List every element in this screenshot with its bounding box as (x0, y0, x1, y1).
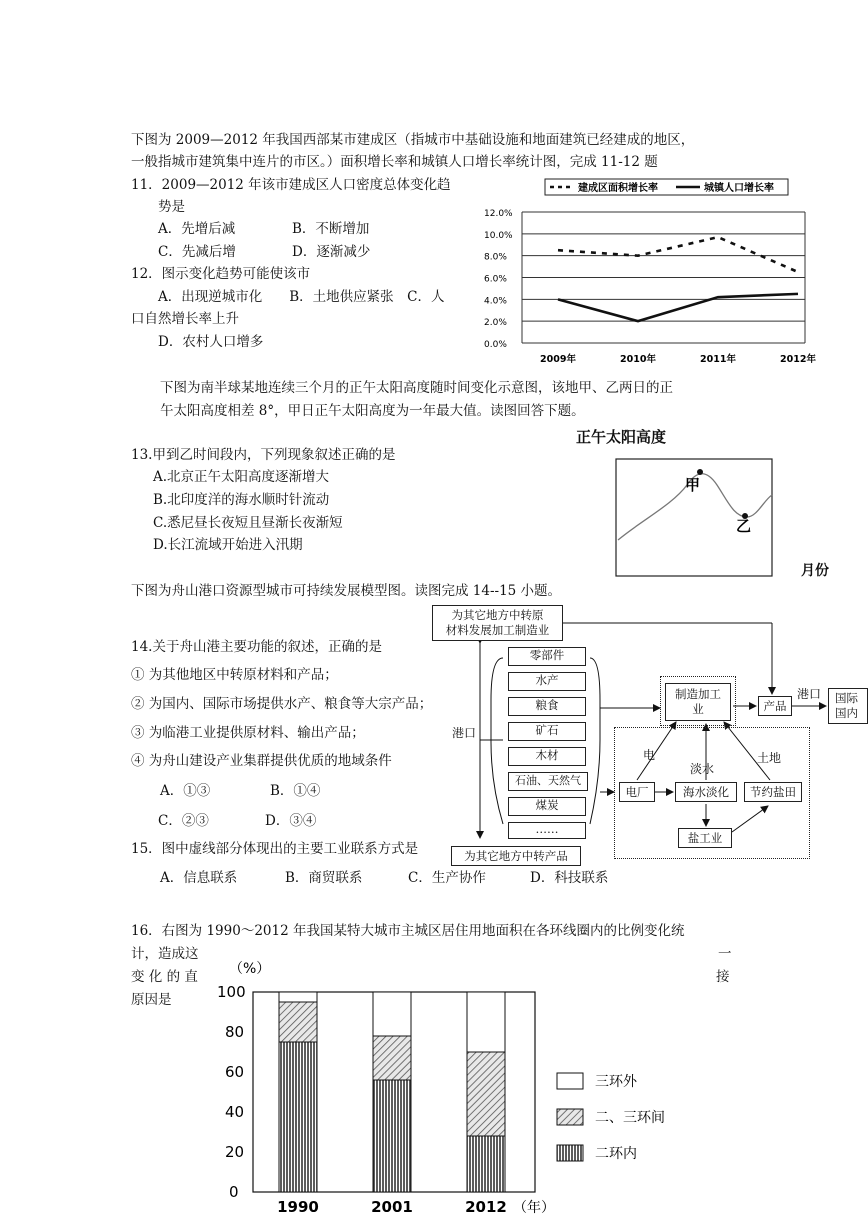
market-line-1: 国际 (835, 691, 858, 705)
box-transfer-line-1: 为其它地方中转原 (451, 608, 544, 622)
chart2-xlabel: （年） (513, 1200, 555, 1216)
q14-option-b: B．①④ (270, 783, 321, 799)
q16-line-1: 16．右图为 1990～2012 年我国某特大城市主城区居住用地面积在各环线圈内的比例变化统 (131, 923, 685, 939)
x-tick-label: 2010年 (620, 354, 656, 365)
label-yi: 乙 (736, 517, 752, 535)
y-tick-label: 40 (225, 1103, 245, 1121)
q11-option-b: B．不断增加 (292, 221, 370, 237)
q16-line-3a: 变 化 的 直 (131, 969, 198, 985)
manufacturing-line-2: 业 (692, 702, 704, 716)
label-jia: 甲 (685, 476, 701, 494)
power-plant-box: 电厂 (619, 782, 655, 802)
q14-stem: 14.关于舟山港主要功能的叙述，正确的是 (131, 639, 382, 655)
x-tick-label: 2001 (371, 1198, 413, 1216)
port-in-label: 港口 (452, 726, 477, 740)
y-tick-label: 0 (229, 1183, 239, 1201)
legend-swatch (557, 1109, 583, 1125)
y-tick-label: 80 (225, 1023, 245, 1041)
label-freshwater: 淡水 (690, 762, 715, 776)
bar-segment-inner-ring (467, 1136, 505, 1192)
q11-option-a: A．先增后减 (158, 221, 236, 237)
bar-segment-inner-ring (373, 1080, 411, 1192)
market-box (828, 688, 868, 724)
x-tick-label: 2012年 (780, 354, 816, 365)
q14-option-c: C．②③ (158, 813, 209, 829)
goods-item: 零部件 (508, 647, 586, 666)
x-tick-label: 2011年 (700, 354, 736, 365)
q11-stem-cont: 势是 (158, 199, 185, 215)
bar-segment-middle-ring (467, 1052, 505, 1136)
y-tick-label: 100 (217, 983, 246, 1001)
x-tick-label: 1990 (277, 1198, 319, 1216)
q16-line-2a: 计，造成这 (131, 946, 199, 962)
sun-diagram-title: 正午太阳高度 (576, 428, 667, 446)
legend-label: 二环内 (595, 1146, 637, 1162)
goods-item: 矿石 (508, 722, 586, 741)
q12-stem: 12．图示变化趋势可能使该市 (131, 266, 311, 282)
q15-option-a: A．信息联系 (160, 870, 238, 886)
q14-item-1: ① 为其他地区中转原材料和产品； (131, 667, 338, 683)
box-transfer-raw-materials (432, 605, 563, 641)
bar-segment-outer-ring (373, 992, 411, 1036)
label-electricity: 电 (643, 748, 656, 762)
goods-item: 粮食 (508, 697, 586, 716)
intro-line-1: 下图为 2009—2012 年我国西部某市建成区（指城市中基础设施和地面建筑已经建成的地区， (131, 132, 695, 148)
product-box: 产品 (758, 696, 792, 716)
q14-option-d: D．③④ (265, 813, 317, 829)
legend-swatch (557, 1073, 583, 1089)
q16-line-3b: 接 (716, 969, 730, 985)
x-tick-label: 2012 (465, 1198, 507, 1216)
y-tick-label: 20 (225, 1143, 245, 1161)
goods-item: …… (508, 822, 586, 839)
salt-industry-box: 盐工业 (678, 828, 732, 848)
intro2-line-1: 下图为南半球某地连续三个月的正午太阳高度随时间变化示意图，该地甲、乙两日的正 (160, 380, 673, 396)
chart2-ylabel: （%） (229, 961, 271, 977)
q15-option-b: B．商贸联系 (285, 870, 363, 886)
residential-land-stacked-bar-chart (205, 955, 705, 1216)
q15-stem: 15．图中虚线部分体现出的主要工业联系方式是 (131, 841, 419, 857)
intro-line-2: 一般指城市建筑集中连片的市区。）面积增长率和城镇人口增长率统计图，完成 11-12 题 (131, 154, 658, 170)
y-tick-label: 4.0% (484, 296, 507, 307)
q16-line-4: 原因是 (131, 992, 172, 1008)
label-land: 土地 (757, 751, 782, 765)
q12-options-2: 口自然增长率上升 (131, 311, 239, 327)
legend-dashed-label: 建成区面积增长率 (578, 183, 658, 194)
q13-option-c: C.悉尼昼长夜短且昼渐长夜渐短 (153, 515, 343, 531)
q14-option-a: A．①③ (160, 783, 211, 799)
q15-option-c: C．生产协作 (408, 870, 486, 886)
manufacturing-box (665, 683, 731, 721)
goods-item: 水产 (508, 672, 586, 691)
q12-options-1: A．出现逆城市化 B．土地供应紧张 C．人 (158, 289, 445, 305)
q16-line-2b: 一 (718, 946, 732, 962)
y-tick-label: 10.0% (484, 230, 513, 241)
bar-segment-middle-ring (373, 1036, 411, 1080)
x-tick-label: 2009年 (540, 354, 576, 365)
q11-option-c: C．先减后增 (158, 244, 236, 260)
legend-swatch (557, 1145, 583, 1161)
y-tick-label: 8.0% (484, 252, 507, 263)
goods-item: 木材 (508, 747, 586, 766)
goods-item: 煤炭 (508, 797, 586, 816)
manufacturing-line-1: 制造加工 (675, 687, 721, 701)
q11-stem: 11．2009—2012 年该市建成区人口密度总体变化趋 (131, 177, 451, 193)
port-out-label: 港口 (797, 687, 822, 701)
q13-option-a: A.北京正午太阳高度逐渐增大 (153, 469, 330, 485)
q12-options-3: D．农村人口增多 (158, 334, 264, 350)
q13-option-d: D.长江流域开始进入汛期 (153, 537, 303, 553)
q13-option-b: B.北印度洋的海水顺时针流动 (153, 492, 330, 508)
legend-label: 二、三环间 (595, 1110, 665, 1126)
q14-item-4: ④ 为舟山建设产业集群提供优质的地域条件 (131, 753, 392, 769)
goods-item: 石油、天然气 (508, 772, 588, 791)
salt-field-box: 节约盐田 (744, 782, 802, 802)
y-tick-label: 6.0% (484, 274, 507, 285)
y-tick-label: 12.0% (484, 209, 513, 219)
intro3: 下图为舟山港口资源型城市可持续发展模型图。读图完成 14--15 小题。 (131, 583, 562, 599)
legend-label: 三环外 (595, 1074, 637, 1090)
bar-segment-middle-ring (279, 1002, 317, 1042)
y-tick-label: 2.0% (484, 318, 507, 329)
bar-segment-outer-ring (279, 992, 317, 1002)
q15-option-d: D．科技联系 (530, 870, 609, 886)
market-line-2: 国内 (835, 706, 858, 720)
legend-solid-label: 城镇人口增长率 (704, 183, 774, 194)
q13-stem: 13.甲到乙时间段内，下列现象叙述正确的是 (131, 447, 396, 463)
sun-xlabel: 月份 (801, 563, 829, 579)
box-transfer-products: 为其它地方中转产品 (451, 846, 581, 866)
bar-segment-inner-ring (279, 1042, 317, 1192)
box-transfer-line-2: 材料发展加工制造业 (445, 623, 550, 637)
desalination-box: 海水淡化 (675, 782, 737, 802)
y-tick-label: 0.0% (484, 340, 507, 350)
q14-item-2: ② 为国内、国际市场提供水产、粮食等大宗产品； (131, 696, 433, 712)
bar-segment-outer-ring (467, 992, 505, 1052)
q14-item-3: ③ 为临港工业提供原材料、输出产品； (131, 725, 365, 741)
intro2-line-2: 午太阳高度相差 8°，甲日正午太阳高度为一年最大值。读图回答下题。 (160, 403, 585, 419)
y-tick-label: 60 (225, 1063, 245, 1081)
q11-option-d: D．逐渐减少 (292, 244, 371, 260)
